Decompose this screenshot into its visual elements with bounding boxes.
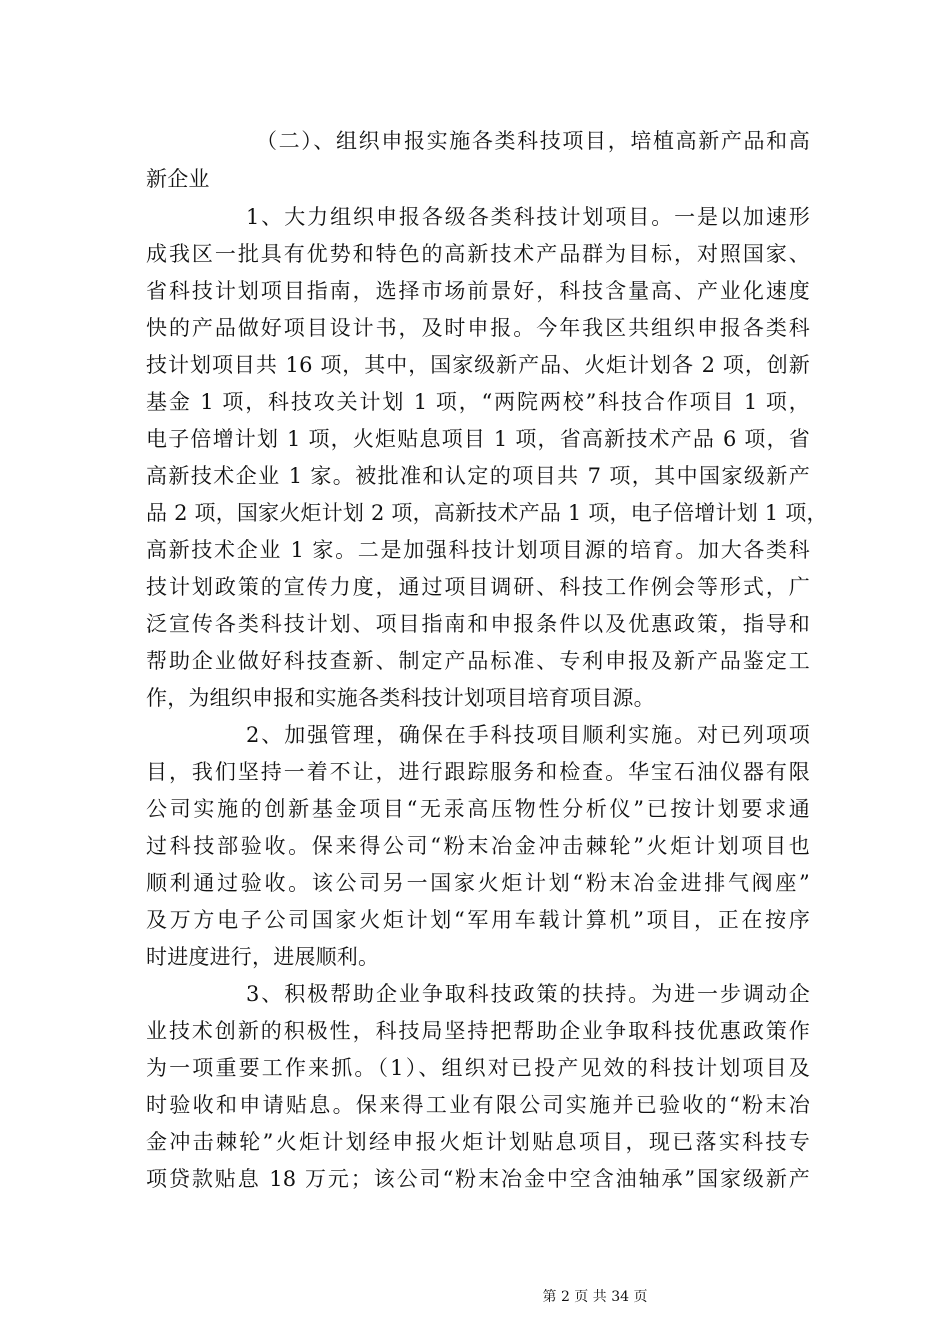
- paragraph-2-line-1: 2、加强管理，确保在手科技项目顺利实施。对已列项项: [246, 723, 810, 747]
- paragraph-1-line-2: 成我区一批具有优势和特色的高新技术产品群为目标，对照国家、: [146, 242, 810, 266]
- paragraph-3-line-2: 业技术创新的积极性，科技局坚持把帮助企业争取科技优惠政策作: [146, 1019, 810, 1043]
- paragraph-2-line-2: 目，我们坚持一着不让，进行跟踪服务和检查。华宝石油仪器有限: [146, 760, 810, 784]
- paragraph-1-line-4: 快的产品做好项目设计书，及时申报。今年我区共组织申报各类科: [146, 316, 810, 340]
- paragraph-1-line-6: 基金 1 项，科技攻关计划 1 项，“两院两校”科技合作项目 1 项，: [146, 390, 810, 414]
- paragraph-3-line-5: 金冲击棘轮”火炬计划经申报火炬计划贴息项目，现已落实科技专: [146, 1130, 810, 1154]
- paragraph-2-line-6: 及万方电子公司国家火炬计划“军用车载计算机”项目，正在按序: [146, 908, 810, 932]
- paragraph-1-line-1: 1、大力组织申报各级各类科技计划项目。一是以加速形: [246, 205, 810, 229]
- paragraph-1-line-12: 泛宣传各类科技计划、项目指南和申报条件以及优惠政策，指导和: [146, 612, 810, 636]
- paragraph-3-line-4: 时验收和申请贴息。保来得工业有限公司实施并已验收的“粉末冶: [146, 1093, 810, 1117]
- section-heading-line-1: （二）、组织申报实施各类科技项目，培植高新产品和高: [256, 129, 810, 153]
- paragraph-1-line-7: 电子倍增计划 1 项，火炬贴息项目 1 项，省高新技术产品 6 项，省: [146, 427, 810, 451]
- paragraph-1-line-11: 技计划政策的宣传力度，通过项目调研、科技工作例会等形式，广: [146, 575, 810, 599]
- paragraph-1-line-3: 省科技计划项目指南，选择市场前景好，科技含量高、产业化速度: [146, 279, 810, 303]
- paragraph-3-line-3: 为一项重要工作来抓。（1）、组织对已投产见效的科技计划项目及: [146, 1056, 810, 1080]
- paragraph-2-line-7: 时进度进行，进展顺利。: [146, 945, 380, 969]
- paragraph-2-line-4: 过科技部验收。保来得公司“粉末冶金冲击棘轮”火炬计划项目也: [146, 834, 810, 858]
- paragraph-2-line-3: 公司实施的创新基金项目“无汞高压物性分析仪”已按计划要求通: [146, 797, 810, 821]
- page-number: 第 2 页 共 34 页: [542, 1289, 648, 1305]
- paragraph-1-line-14: 作，为组织申报和实施各类科技计划项目培育项目源。: [146, 686, 655, 710]
- paragraph-1-line-10: 高新技术企业 1 家。二是加强科技计划项目源的培育。加大各类科: [146, 538, 810, 562]
- paragraph-1-line-8: 高新技术企业 1 家。被批准和认定的项目共 7 项，其中国家级新产: [146, 464, 810, 488]
- paragraph-1-line-9: 品 2 项，国家火炬计划 2 项，高新技术产品 1 项，电子倍增计划 1 项，: [146, 501, 828, 525]
- paragraph-1-line-13: 帮助企业做好科技查新、制定产品标准、专利申报及新产品鉴定工: [146, 649, 810, 673]
- paragraph-1-line-5: 技计划项目共 16 项，其中，国家级新产品、火炬计划各 2 项，创新: [146, 353, 810, 377]
- paragraph-2-line-5: 顺利通过验收。该公司另一国家火炬计划“粉末冶金进排气阀座”: [146, 871, 810, 895]
- paragraph-3-line-1: 3、积极帮助企业争取科技政策的扶持。为进一步调动企: [246, 982, 810, 1006]
- page-footer: [0, 1288, 950, 1306]
- section-heading-line-2: 新企业: [146, 167, 210, 191]
- paragraph-3-line-6: 项贷款贴息 18 万元；该公司“粉末冶金中空含油轴承”国家级新产: [146, 1167, 810, 1191]
